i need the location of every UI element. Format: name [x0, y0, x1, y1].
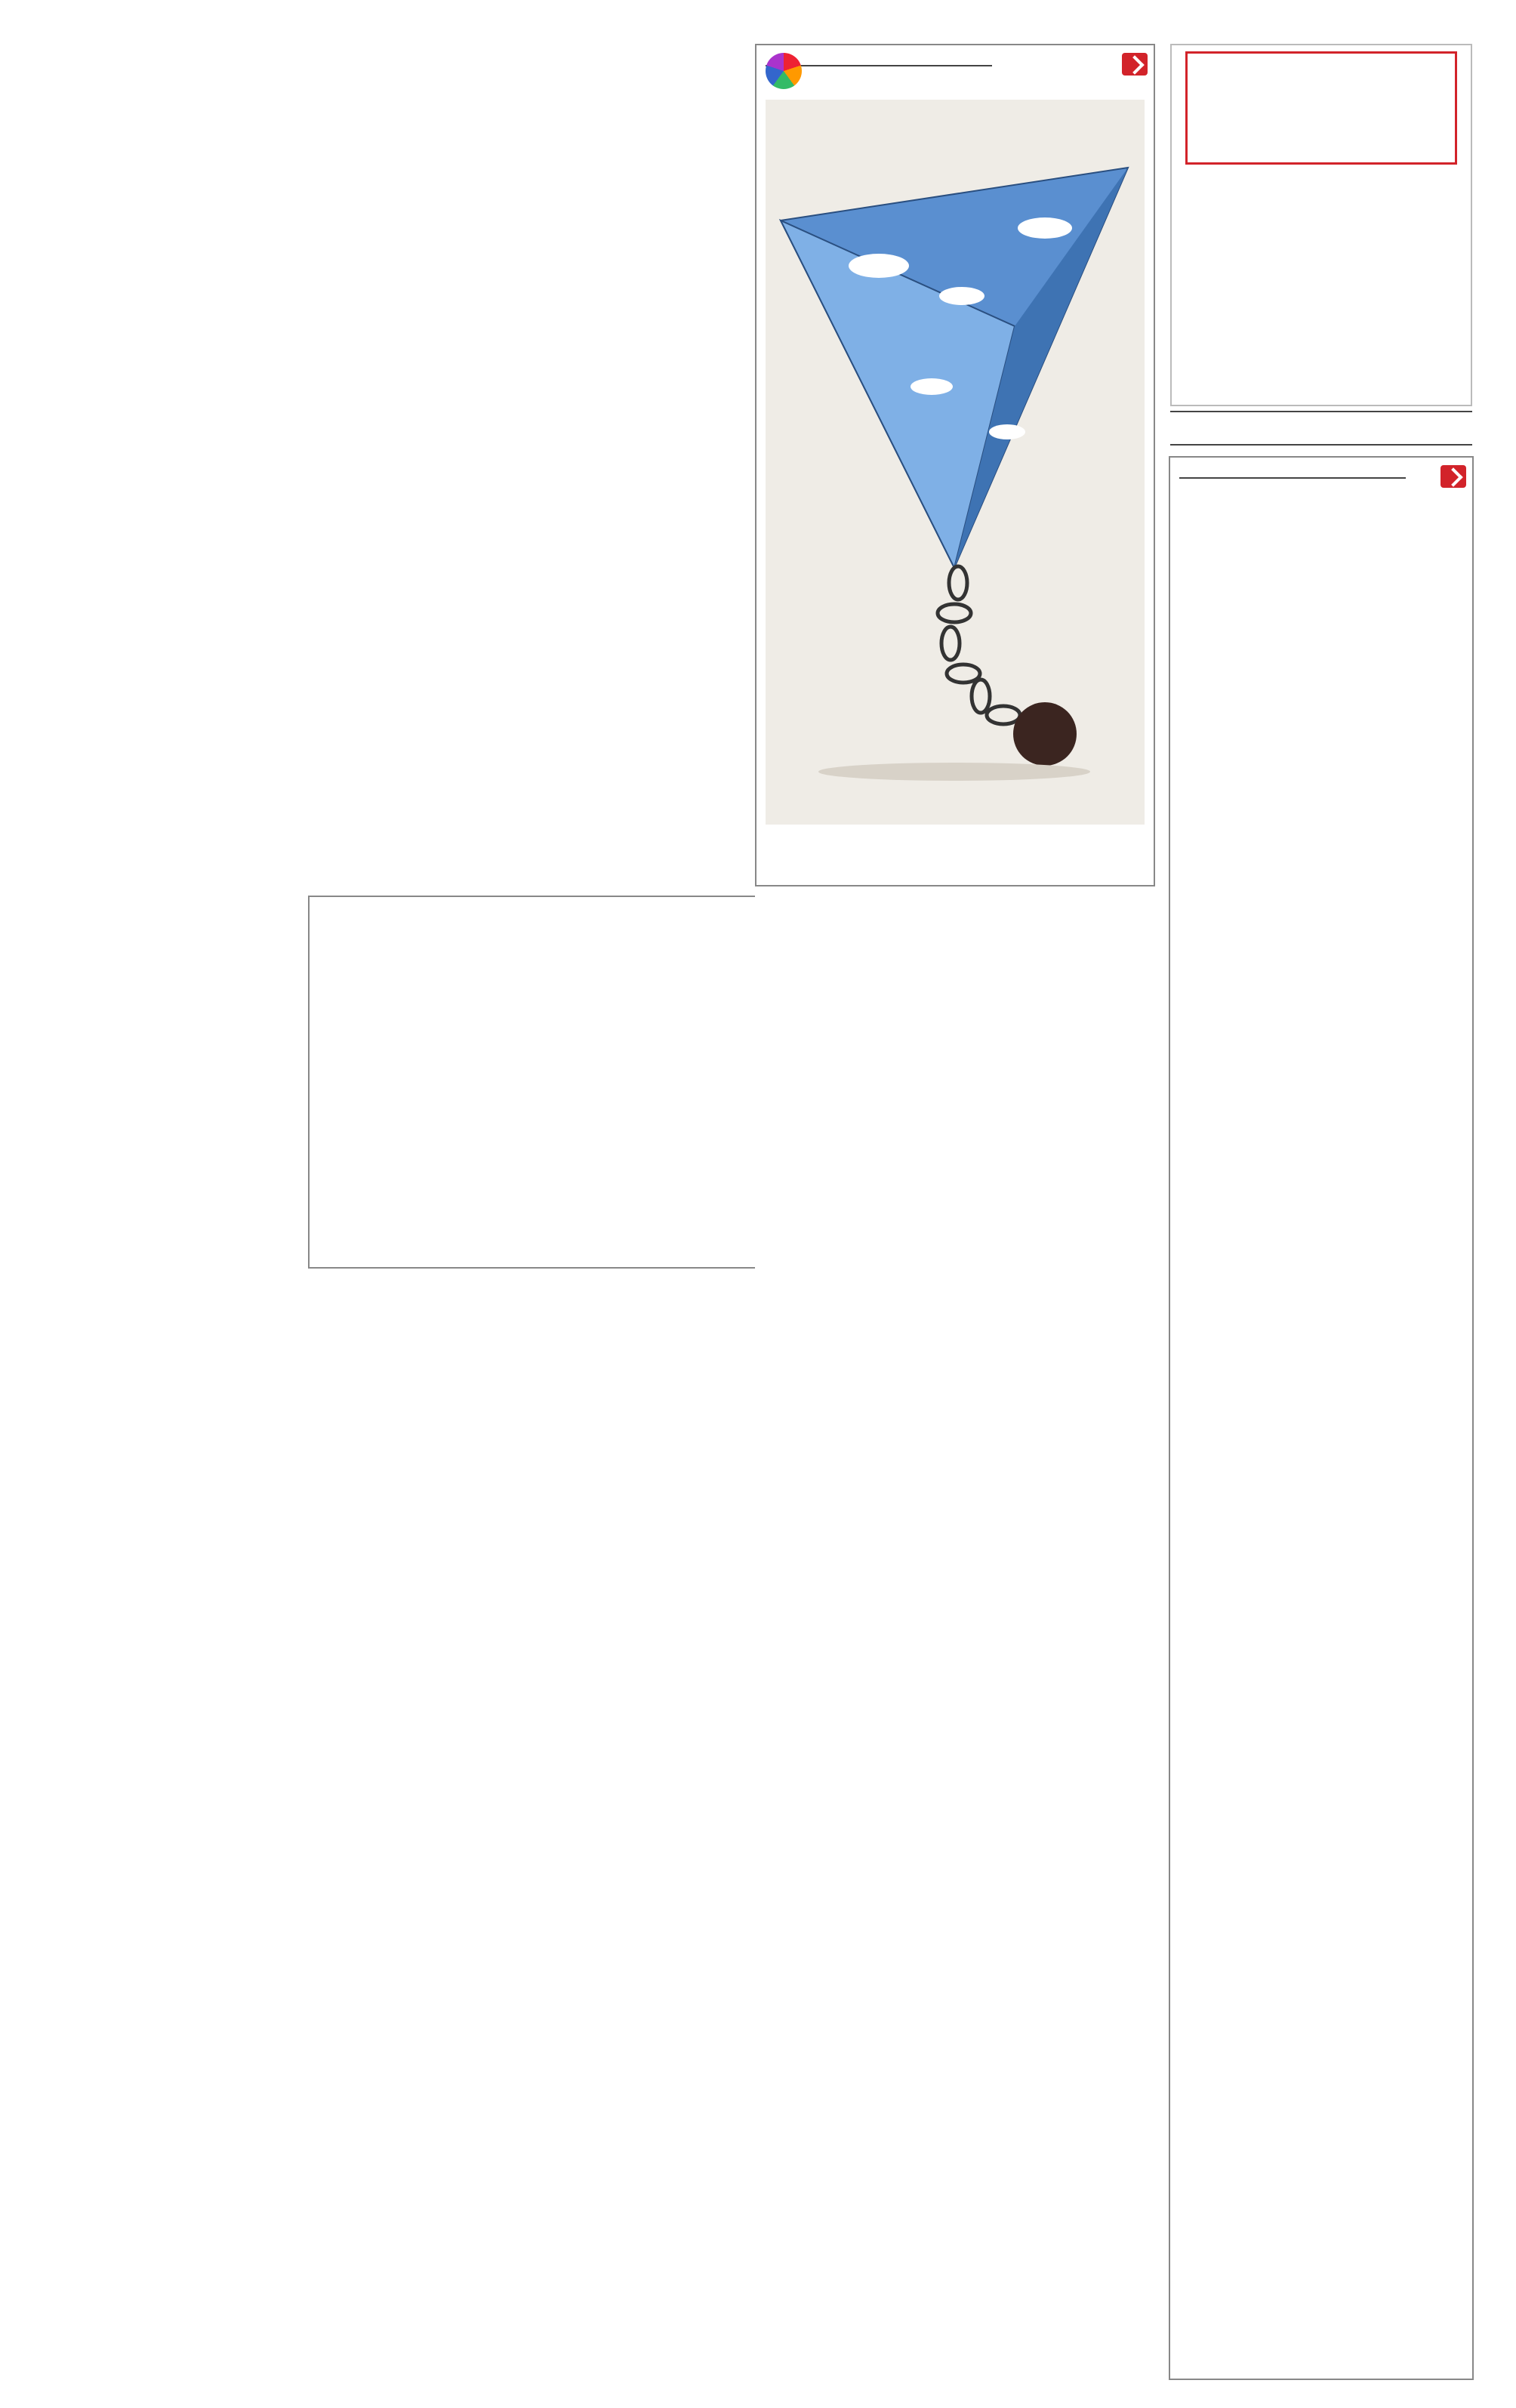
section-header [1433, 464, 1466, 489]
section-marker-icon [1441, 465, 1466, 488]
paper-plane-cartoon [766, 100, 1145, 825]
section-tarherooz [755, 44, 1155, 886]
section-negah [1169, 456, 1474, 2380]
masthead-dateline [1170, 411, 1472, 446]
masthead-logo [1185, 51, 1457, 165]
cartoon-illustration [766, 100, 1145, 825]
section-rule [1179, 477, 1406, 479]
article-body [1178, 527, 1463, 2369]
masthead-box [1170, 44, 1472, 406]
section-header [1114, 51, 1148, 77]
section-pishnahad [755, 896, 1155, 1269]
section-marker-icon [1122, 53, 1148, 76]
artist-avatar [766, 53, 802, 89]
